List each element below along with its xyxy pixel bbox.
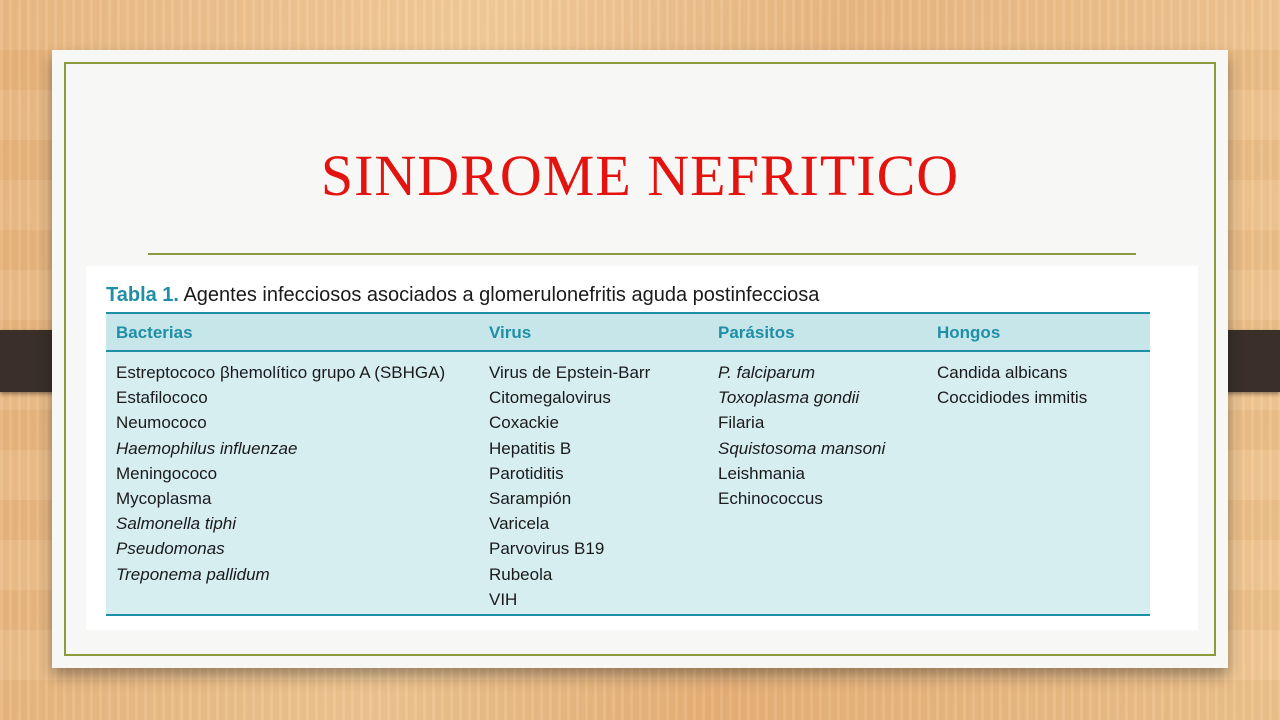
column-bacterias	[116, 360, 445, 587]
table-cell: Varicela	[489, 514, 550, 534]
table-caption-label: Tabla 1.	[106, 284, 179, 306]
header-virus: Virus	[489, 323, 532, 342]
table-cell: Estreptococo βhemolítico grupo A (SBHGA)	[116, 363, 446, 382]
title-divider	[148, 253, 1136, 255]
table-cell: Hepatitis B	[489, 438, 572, 458]
slide	[52, 50, 1228, 668]
table-cell: Leishmania	[718, 463, 805, 483]
table-cell: Echinococcus	[718, 489, 823, 509]
table-cell: P. falciparum	[718, 363, 816, 382]
table-cell: Salmonella tiphi	[116, 514, 237, 534]
table-cell: Pseudomonas	[116, 539, 225, 559]
table-cell: Squistosoma mansoni	[718, 438, 886, 458]
table-cell: Toxoplasma gondii	[718, 388, 860, 408]
infection-agents-table	[106, 312, 1150, 616]
header-parasitos: Parásitos	[718, 323, 795, 342]
table-cell: Filaria	[718, 413, 765, 433]
column-hongos	[937, 360, 1087, 410]
table-cell: Neumococo	[116, 413, 207, 433]
table-caption	[106, 284, 819, 307]
header-hongos: Hongos	[937, 323, 1001, 342]
infection-agents-table-figure	[86, 266, 1198, 630]
table-cell: Coxackie	[489, 413, 559, 433]
table-caption-text: Agentes infecciosos asociados a glomerulonefritis aguda postinfecciosa	[179, 284, 820, 306]
table-cell: Treponema pallidum	[116, 564, 270, 584]
table-cell: Haemophilus influenzae	[116, 438, 298, 458]
table-cell: VIH	[489, 589, 518, 609]
table-cell: Parvovirus B19	[489, 539, 605, 559]
table-cell: Sarampión	[489, 489, 572, 509]
header-bacterias: Bacterias	[116, 323, 193, 342]
table-cell: Candida albicans	[937, 363, 1068, 382]
table-header-row	[106, 314, 1150, 352]
table-cell: Rubeola	[489, 564, 553, 584]
table-cell: Citomegalovirus	[489, 388, 611, 408]
slide-title: SINDROME NEFRITICO	[320, 143, 960, 208]
column-virus	[489, 360, 650, 612]
table-cell: Estafilococo	[116, 388, 208, 408]
column-parasitos	[718, 360, 885, 511]
table-cell: Meningococo	[116, 463, 218, 483]
table-cell: Virus de Epstein-Barr	[489, 363, 651, 382]
table-cell: Parotiditis	[489, 463, 564, 483]
table-cell: Coccidiodes immitis	[937, 388, 1088, 408]
table-cell: Mycoplasma	[116, 489, 212, 509]
